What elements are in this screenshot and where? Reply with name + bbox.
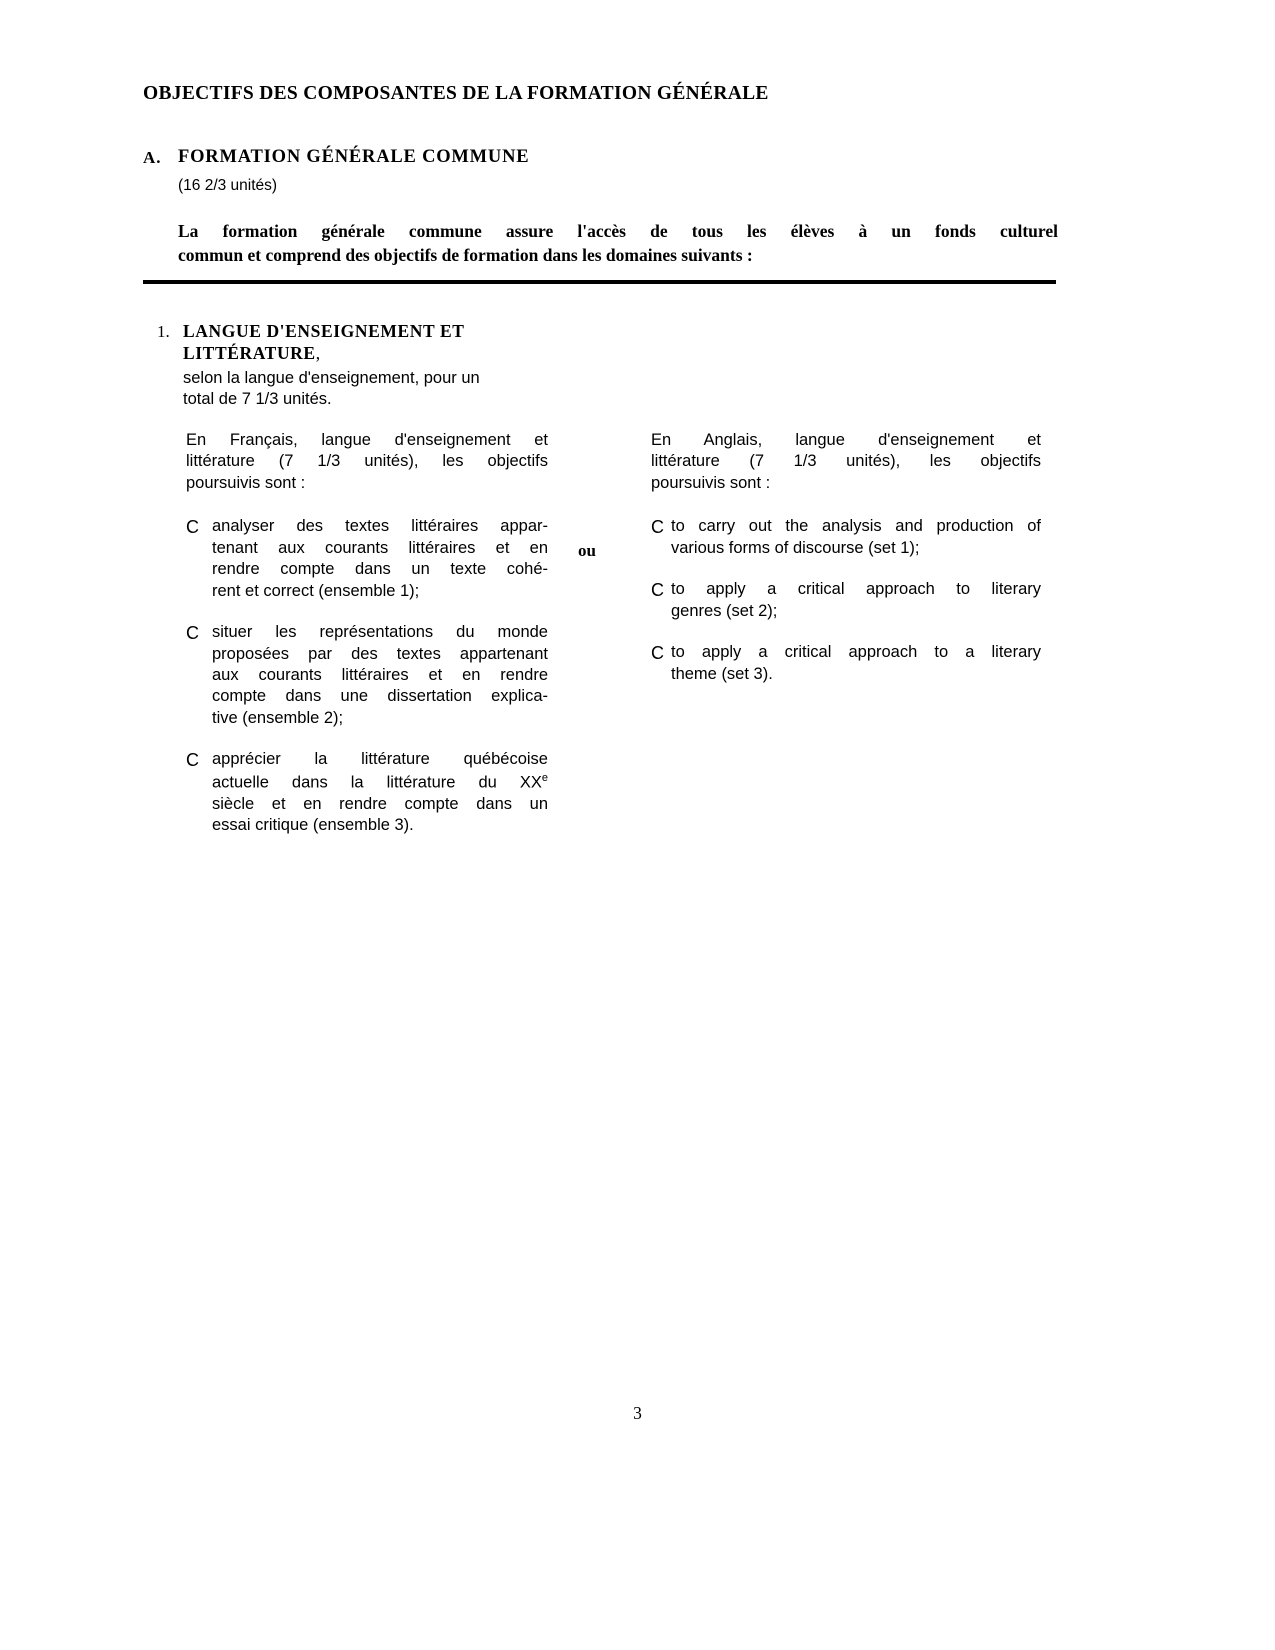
fr-b1-l1: analyser des textes littéraires appar- bbox=[212, 517, 548, 536]
list-item bbox=[651, 642, 1041, 685]
fr-b1-l2: tenant aux courants littéraires et en bbox=[212, 538, 548, 557]
list-item bbox=[186, 622, 548, 729]
en-b3-l1: to apply a critical approach to a literary bbox=[671, 643, 1041, 662]
item-subtitle-line-1: selon la langue d'enseignement, pour un bbox=[183, 369, 480, 387]
french-intro-line-2: littérature (7 1/3 unités), les objectifs bbox=[186, 452, 548, 471]
bullet-icon: C bbox=[186, 750, 199, 771]
french-intro-line-3: poursuivis sont : bbox=[186, 473, 306, 492]
section-letter: A. bbox=[143, 148, 162, 167]
section-units: (16 2/3 unités) bbox=[178, 177, 278, 194]
item-number: 1. bbox=[157, 322, 170, 341]
list-item-text bbox=[671, 642, 1041, 685]
column-french bbox=[186, 430, 548, 857]
item-title-comma: , bbox=[315, 342, 321, 363]
item-subtitle-line-2: total de 7 1/3 unités. bbox=[183, 390, 332, 409]
section-title: FORMATION GÉNÉRALE COMMUNE bbox=[178, 147, 530, 167]
fr-b2-l3: aux courants littéraires et en rendre bbox=[212, 665, 548, 684]
list-item bbox=[651, 516, 1041, 559]
page-number: 3 bbox=[633, 1403, 642, 1423]
bullet-icon: C bbox=[186, 623, 199, 644]
item-title-line-1: LANGUE D'ENSEIGNEMENT ET bbox=[183, 321, 465, 341]
page-title: OBJECTIFS DES COMPOSANTES DE LA FORMATION GÉNÉRALE bbox=[143, 83, 769, 104]
en-b2-l2: genres (set 2); bbox=[671, 601, 778, 620]
item-title-line-2: LITTÉRATURE bbox=[183, 342, 316, 363]
lede-line-1: La formation générale commune assure l'accès de tous les élèves à un fonds culturel bbox=[178, 221, 1058, 241]
list-item bbox=[186, 749, 548, 836]
bullet-icon: C bbox=[651, 580, 664, 601]
fr-b2-l1: situer les représentations du monde bbox=[212, 623, 548, 642]
section-lede bbox=[178, 220, 1058, 267]
list-item-text bbox=[212, 622, 548, 729]
lede-line-2: commun et comprend des objectifs de formation dans les domaines suivants : bbox=[178, 244, 753, 265]
list-item-text bbox=[671, 579, 1041, 622]
french-intro-line-1: En Français, langue d'enseignement et bbox=[186, 431, 548, 449]
en-intro-line-3: poursuivis sont : bbox=[651, 473, 771, 492]
en-b1-l2: various forms of discourse (set 1); bbox=[671, 538, 920, 557]
en-intro-line-1: En Anglais, langue d'enseignement et bbox=[651, 431, 1041, 449]
fr-b3-l4: essai critique (ensemble 3). bbox=[212, 816, 414, 835]
list-item bbox=[186, 516, 548, 602]
item-subtitle bbox=[183, 368, 563, 410]
bullet-icon: C bbox=[651, 643, 664, 664]
column-french-intro bbox=[186, 430, 548, 494]
fr-b3-l2-sup: e bbox=[541, 771, 548, 784]
bullet-icon: C bbox=[651, 517, 664, 538]
fr-b2-l4: compte dans une dissertation explica- bbox=[212, 687, 548, 706]
list-item-text bbox=[212, 749, 548, 836]
list-item-text bbox=[671, 516, 1041, 559]
fr-b1-l4: rent et correct (ensemble 1); bbox=[212, 581, 420, 600]
horizontal-rule bbox=[143, 280, 1056, 284]
list-item-text bbox=[212, 516, 548, 602]
fr-b3-l2-wrap bbox=[212, 771, 548, 794]
en-b1-l1: to carry out the analysis and production of bbox=[671, 517, 1041, 536]
fr-b1-l3: rendre compte dans un texte cohé- bbox=[212, 560, 548, 579]
column-english bbox=[651, 430, 1041, 705]
fr-b3-l2: actuelle dans la littérature du XX bbox=[212, 773, 542, 792]
separator-ou: ou bbox=[578, 541, 596, 560]
fr-b2-l2: proposées par des textes appartenant bbox=[212, 644, 548, 663]
fr-b3-l3: siècle et en rendre compte dans un bbox=[212, 794, 548, 813]
bullet-icon: C bbox=[186, 517, 199, 538]
en-b3-l2: theme (set 3). bbox=[671, 664, 773, 683]
en-b2-l1: to apply a critical approach to literary bbox=[671, 580, 1041, 599]
fr-b3-l1: apprécier la littérature québécoise bbox=[212, 750, 548, 769]
list-item bbox=[651, 579, 1041, 622]
column-english-intro bbox=[651, 430, 1041, 494]
en-intro-line-2: littérature (7 1/3 unités), les objectifs bbox=[651, 452, 1041, 471]
item-title bbox=[183, 321, 553, 364]
fr-b2-l5: tive (ensemble 2); bbox=[212, 708, 344, 727]
